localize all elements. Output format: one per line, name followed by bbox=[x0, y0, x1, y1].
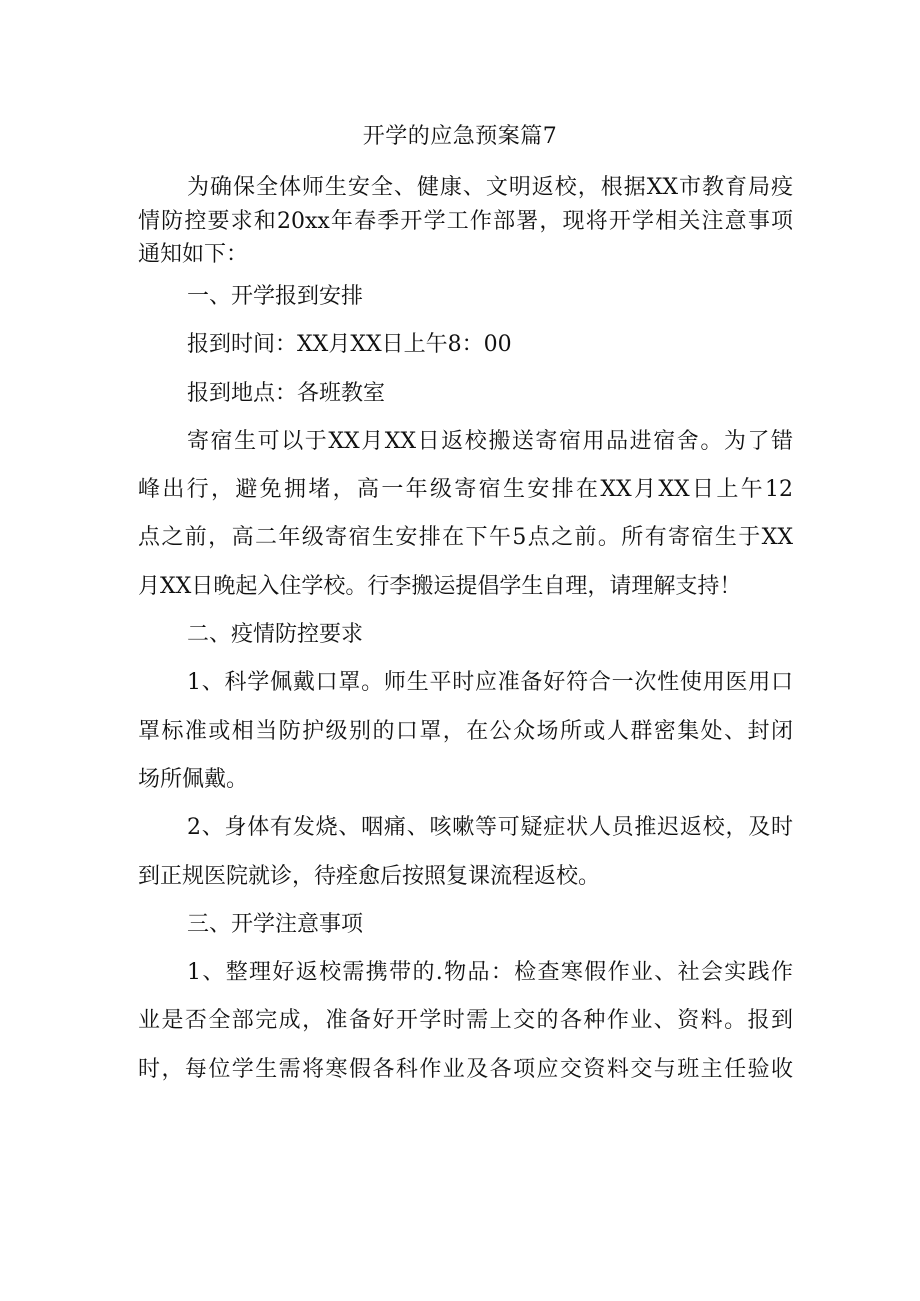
mask-paragraph bbox=[138, 659, 793, 804]
paragraph-line: 情防控要求和20xx年春季开学工作部署，现将开学相关注意事项 bbox=[138, 208, 793, 234]
report-place: 报到地点：各班教室 bbox=[187, 380, 386, 406]
paragraph-line: 峰出行，避免拥堵，高一年级寄宿生安排在XX月XX日上午12 bbox=[138, 477, 793, 503]
paragraph-line: 1、整理好返校需携带的.物品：检查寒假作业、社会实践作 bbox=[187, 960, 793, 986]
document-title: 开学的应急预案篇7 bbox=[362, 124, 558, 149]
preparation-paragraph bbox=[138, 949, 793, 1094]
paragraph-line: 为确保全体师生安全、健康、文明返校，根据XX市教育局疫 bbox=[187, 175, 793, 200]
paragraph-line: 通知如下： bbox=[138, 242, 249, 267]
paragraph-line: 1、科学佩戴口罩。师生平时应准备好符合一次性使用医用口 bbox=[187, 670, 793, 696]
paragraph-line: 2、身体有发烧、咽痛、咳嗽等可疑症状人员推迟返校，及时 bbox=[187, 815, 793, 841]
paragraph-line: 业是否全部完成，准备好开学时需上交的各种作业、资料。报到 bbox=[138, 1008, 793, 1034]
section-heading: 二、疫情防控要求 bbox=[187, 622, 364, 648]
paragraph-line: 罩标准或相当防护级别的口罩，在公众场所或人群密集处、封闭 bbox=[138, 718, 793, 744]
paragraph-line: 到正规医院就诊，待痊愈后按照复课流程返校。 bbox=[138, 863, 601, 889]
section-heading: 三、开学注意事项 bbox=[187, 911, 364, 937]
section-heading: 一、开学报到安排 bbox=[187, 284, 364, 309]
boarding-paragraph bbox=[138, 418, 793, 611]
paragraph-line: 场所佩戴。 bbox=[138, 766, 249, 792]
paragraph-line: 月XX日晚起入住学校。行李搬运提倡学生自理，请理解支持！ bbox=[138, 573, 742, 599]
paragraph-line: 寄宿生可以于XX月XX日返校搬送寄宿用品进宿舍。为了错 bbox=[187, 428, 793, 454]
document-body bbox=[138, 273, 793, 1094]
paragraph-line: 点之前，高二年级寄宿生安排在下午5点之前。所有寄宿生于XX bbox=[138, 525, 793, 551]
paragraph-line: 时，每位学生需将寒假各科作业及各项应交资料交与班主任验收 bbox=[138, 1056, 793, 1082]
symptom-paragraph bbox=[138, 804, 793, 901]
report-time: 报到时间：XX月XX日上午8：00 bbox=[187, 332, 512, 358]
intro-paragraph bbox=[138, 171, 793, 272]
